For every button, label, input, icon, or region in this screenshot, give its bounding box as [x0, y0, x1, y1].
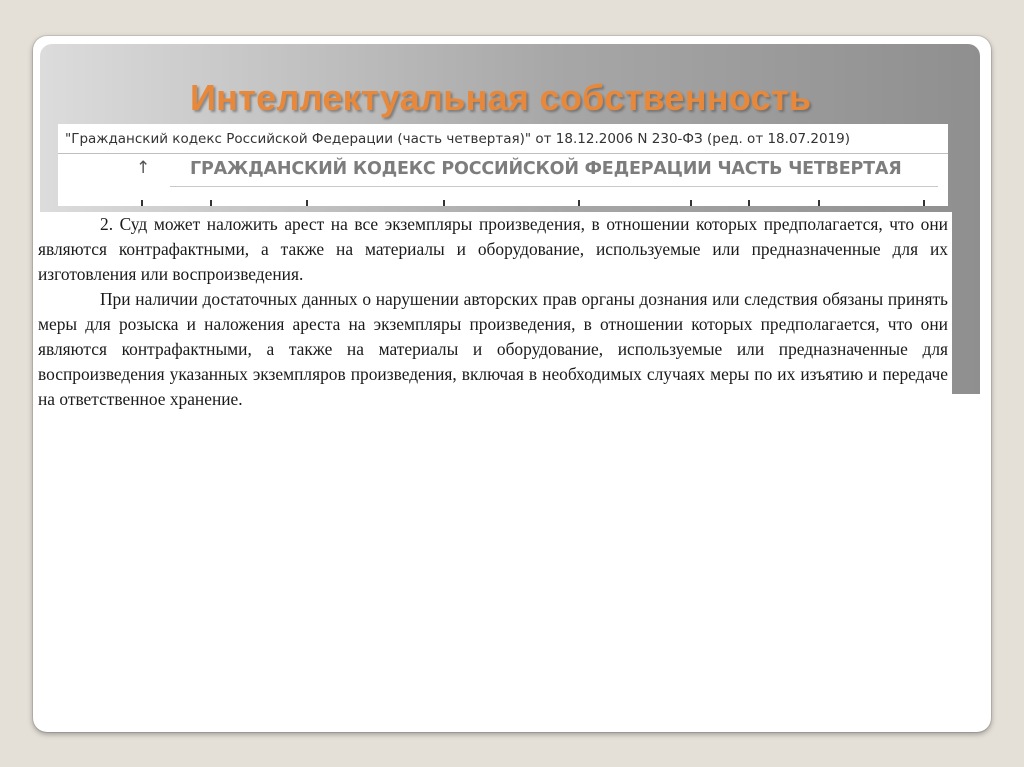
up-arrow-icon[interactable]: ↑	[136, 158, 151, 178]
cropped-text-line	[58, 198, 948, 206]
document-separator	[58, 153, 948, 154]
law-text-excerpt	[36, 212, 952, 450]
document-heading-row	[58, 158, 948, 184]
law-paragraph: 2. Суд может наложить арест на все экземпляры произведения, в отношении которых предполагается, что они являются контрафактными, а также на материалы и оборудование, используемые или предназначенные для их изготовления или воспроизведения.	[38, 214, 948, 284]
document-header	[58, 124, 948, 206]
slide-title: Интеллектуальная собственность	[190, 77, 812, 118]
document-reference: "Гражданский кодекс Российской Федерации (часть четвертая)" от 18.12.2006 N 230-ФЗ (ред. от 18.07.2019)	[65, 131, 851, 147]
document-heading: ГРАЖДАНСКИЙ КОДЕКС РОССИЙСКОЙ ФЕДЕРАЦИИ ЧАСТЬ ЧЕТВЕРТАЯ	[190, 159, 902, 179]
heading-underline	[170, 186, 938, 187]
law-paragraph: При наличии достаточных данных о нарушении авторских прав органы дознания или следствия обязаны принять меры для розыска и наложения ареста на экземпляры произведения, в отношении которых предполагается, что они являются контрафактными, а также на материалы и оборудование, используемые или предназначенные для воспроизведения указанных экземпляров произведения, включая в необходимых случаях меры по их изъятию и передаче на ответственное хранение.	[38, 289, 948, 409]
